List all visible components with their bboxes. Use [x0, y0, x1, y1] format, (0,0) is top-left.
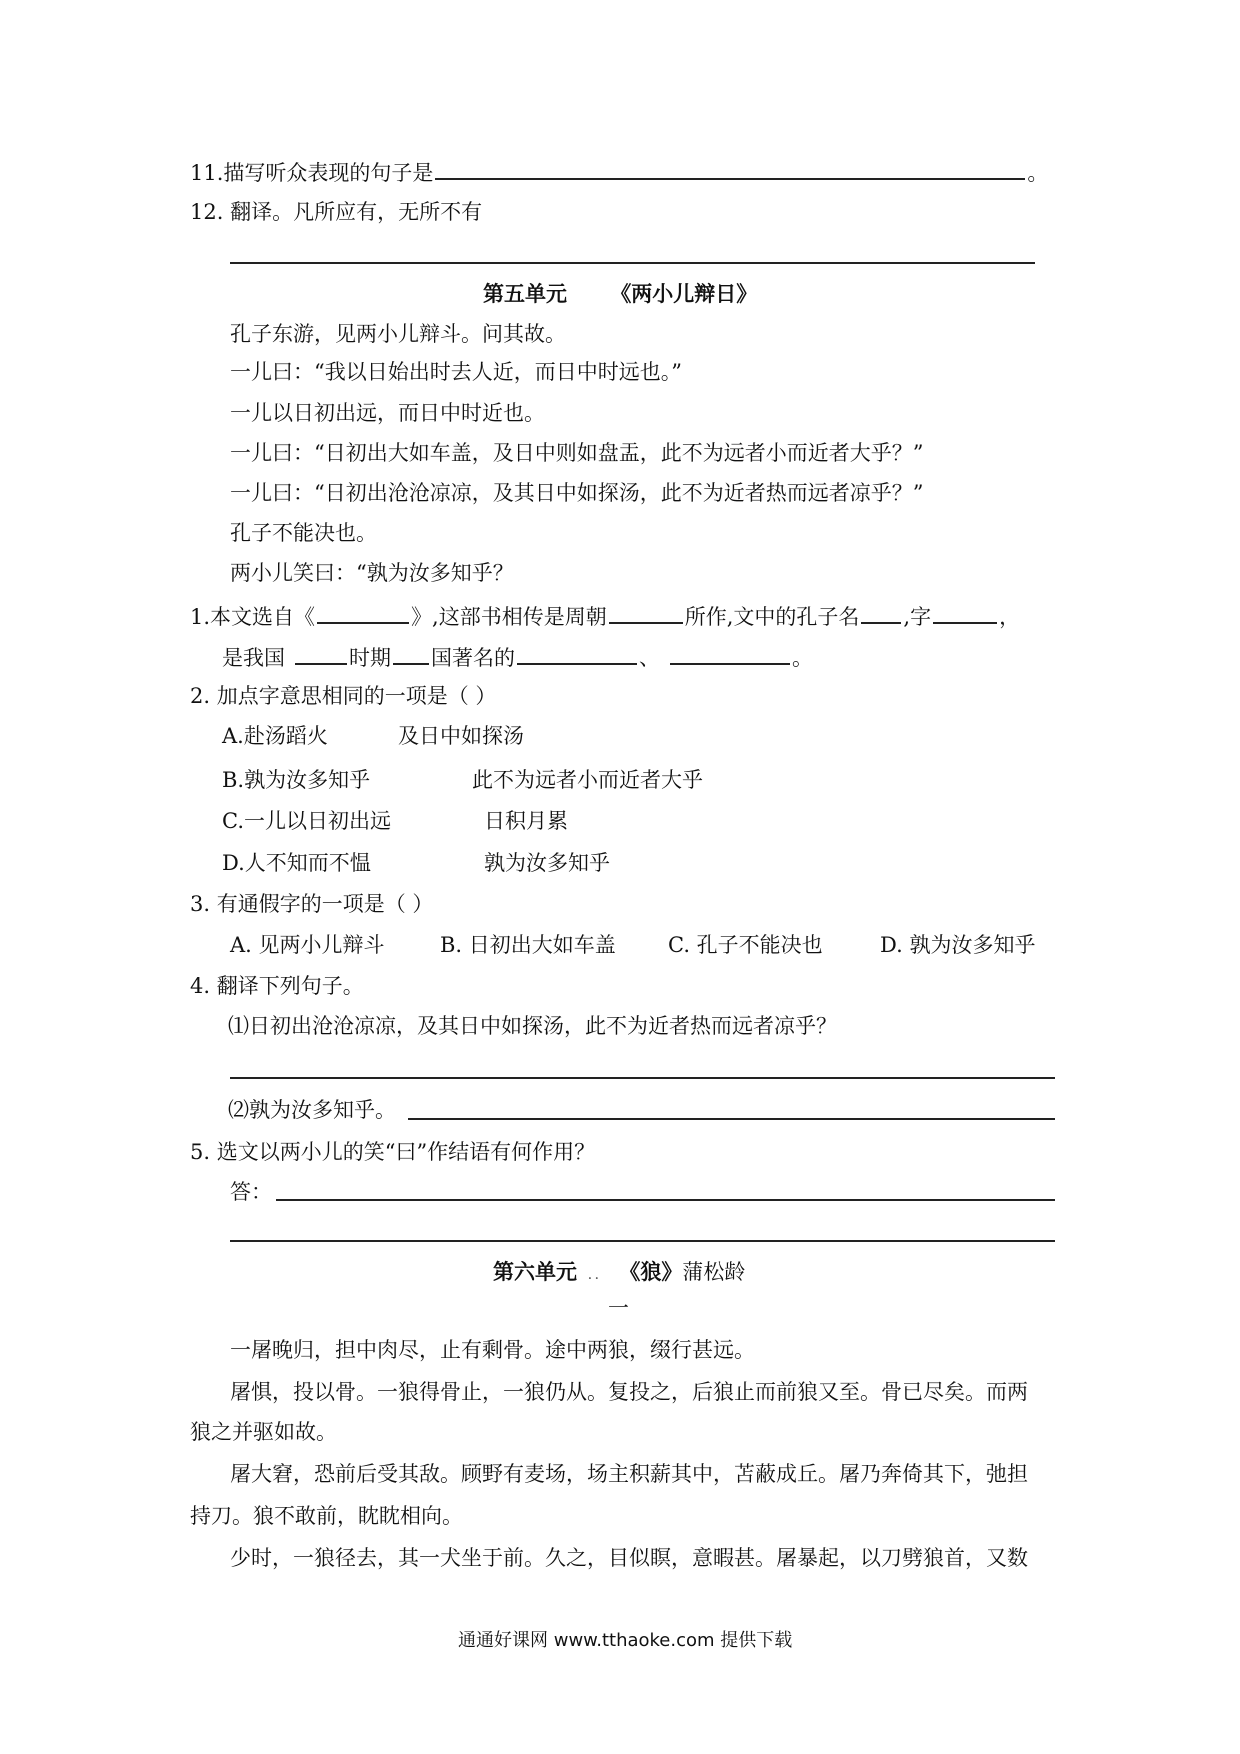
option-d-left: D.人不知而不愠: [222, 851, 371, 875]
answer-line[interactable]: [408, 1118, 1055, 1120]
option-b-right: 此不为远者小而近者大乎: [472, 768, 703, 792]
unit5-passage-line-2: 一儿曰：“我以日始出时去人近，而日中时远也。”: [230, 360, 682, 384]
q1-part-5: ，: [999, 605, 1021, 629]
option-a-left: A.赴汤蹈火: [222, 724, 328, 748]
unit5-passage-line-6: 孔子不能决也。: [230, 521, 377, 545]
unit6-passage-line-5: 持刀。狼不敢前，眈眈相向。: [190, 1504, 463, 1528]
q1-line2-part-4: 、: [639, 646, 660, 670]
footer-text: 通通好课网 www.tthaoke.com 提供下载: [458, 1630, 793, 1651]
q1-line2-part-5: 。: [792, 646, 813, 670]
question-3-option-c: C. 孔子不能决也: [668, 933, 823, 957]
unit6-author: 蒲松龄: [682, 1260, 746, 1284]
question-4-sentence-2-row: [228, 1100, 396, 1121]
q1-part-1: 1.本文选自《: [190, 605, 316, 629]
q1-line2-part-1: 是我国: [222, 646, 285, 670]
unit6-passage-line-3: 狼之并驱如故。: [190, 1420, 337, 1444]
answer-blank[interactable]: [933, 604, 997, 624]
unit6-passage-line-1: 一屠晚归，担中肉尽，止有剩骨。途中两狼，缀行甚远。: [230, 1338, 755, 1362]
unit6-passage-line-4: 屠大窘，恐前后受其敌。顾野有麦场，场主积薪其中，苫蔽成丘。屠乃奔倚其下，弛担: [230, 1462, 1028, 1486]
unit5-passage-line-5: 一儿曰：“日初出沧沧凉凉，及其日中如探汤，此不为近者热而远者凉乎？”: [230, 481, 924, 505]
answer-line[interactable]: [230, 1240, 1055, 1242]
unit6-title: [493, 1262, 745, 1283]
unit5-passage-line-7: 两小儿笑曰：“孰为汝多知乎？: [230, 561, 514, 585]
question-4-stem: 4. 翻译下列句子。: [190, 974, 364, 998]
option-a-right: 及日中如探汤: [398, 724, 524, 748]
q1-part-2: 》,这部书相传是周朝: [411, 605, 607, 629]
question-2-option-b: [222, 768, 703, 792]
question-3-option-a: A. 见两小儿辩斗: [230, 933, 385, 957]
question-11: [190, 160, 1048, 184]
unit6-title-text: 第六单元: [493, 1260, 577, 1284]
option-d-right: 孰为汝多知乎: [484, 851, 610, 875]
question-3-stem: 3. 有通假字的一项是（ ）: [190, 892, 434, 916]
q1-part-3: 所作,文中的孔子名: [684, 605, 860, 629]
question-2-option-a: [222, 724, 524, 748]
answer-blank[interactable]: [295, 645, 347, 665]
answer-blank[interactable]: [517, 645, 637, 665]
answer-blank[interactable]: [861, 604, 901, 624]
option-c-right: 日积月累: [484, 809, 568, 833]
question-5-stem: 5. 选文以两小儿的笑“曰”作结语有何作用？: [190, 1140, 596, 1164]
question-1-line-2: [222, 645, 813, 669]
question-5-answer-label: 答：: [230, 1180, 272, 1204]
question-11-end: 。: [1027, 161, 1049, 185]
question-4-sentence-2: ⑵孰为汝多知乎。: [228, 1098, 396, 1122]
unit5-title-text: 第五单元: [483, 282, 567, 306]
unit5-subtitle: 《两小儿辩日》: [610, 282, 758, 306]
question-3-option-b: B. 日初出大如车盖: [440, 933, 616, 957]
answer-blank[interactable]: [317, 604, 409, 624]
unit5-passage-line-3: 一儿以日初出远，而日中时近也。: [230, 401, 545, 425]
question-2-option-c: [222, 809, 568, 833]
question-4-sentence-1: ⑴日初出沧沧凉凉，及其日中如探汤，此不为近者热而远者凉乎？: [228, 1014, 837, 1038]
unit6-passage-line-2: 屠惧，投以骨。一狼得骨止，一狼仍从。复投之，后狼止而前狼又至。骨已尽矣。而两: [230, 1380, 1028, 1404]
question-2-option-d: [222, 851, 610, 875]
q1-part-4: ,字: [903, 605, 932, 629]
unit6-section-number: 一: [608, 1296, 629, 1320]
unit5-title: [483, 284, 757, 305]
answer-line[interactable]: [276, 1199, 1055, 1201]
question-2-stem: 2. 加点字意思相同的一项是（ ）: [190, 684, 497, 708]
unit6-dots: ．．: [587, 1267, 609, 1283]
option-c-left: C.一儿以日初出远: [222, 809, 391, 833]
question-12: 12. 翻译。凡所应有，无所不有: [190, 200, 483, 224]
question-1-line-1: [190, 604, 1020, 628]
q1-line2-part-3: 国著名的: [431, 646, 515, 670]
question-3-option-d: D. 孰为汝多知乎: [880, 933, 1036, 957]
answer-blank[interactable]: [435, 160, 1025, 180]
answer-blank[interactable]: [670, 645, 790, 665]
answer-line[interactable]: [230, 1077, 1055, 1079]
unit5-passage-line-4: 一儿曰：“日初出大如车盖，及日中则如盘盂，此不为远者小而近者大乎？”: [230, 441, 924, 465]
question-11-text: 11.描写听众表现的句子是: [190, 161, 434, 185]
answer-line[interactable]: [230, 262, 1035, 264]
q1-line2-part-2: 时期: [349, 646, 391, 670]
unit6-passage-line-6: 少时，一狼径去，其一犬坐于前。久之，目似瞑，意暇甚。屠暴起，以刀劈狼首，又数: [230, 1546, 1028, 1570]
option-b-left: B.孰为汝多知乎: [222, 768, 371, 792]
answer-blank[interactable]: [609, 604, 683, 624]
unit6-subtitle: 《狼》: [619, 1260, 683, 1284]
unit5-passage-line-1: 孔子东游，见两小儿辩斗。问其故。: [230, 322, 566, 346]
answer-blank[interactable]: [393, 645, 429, 665]
